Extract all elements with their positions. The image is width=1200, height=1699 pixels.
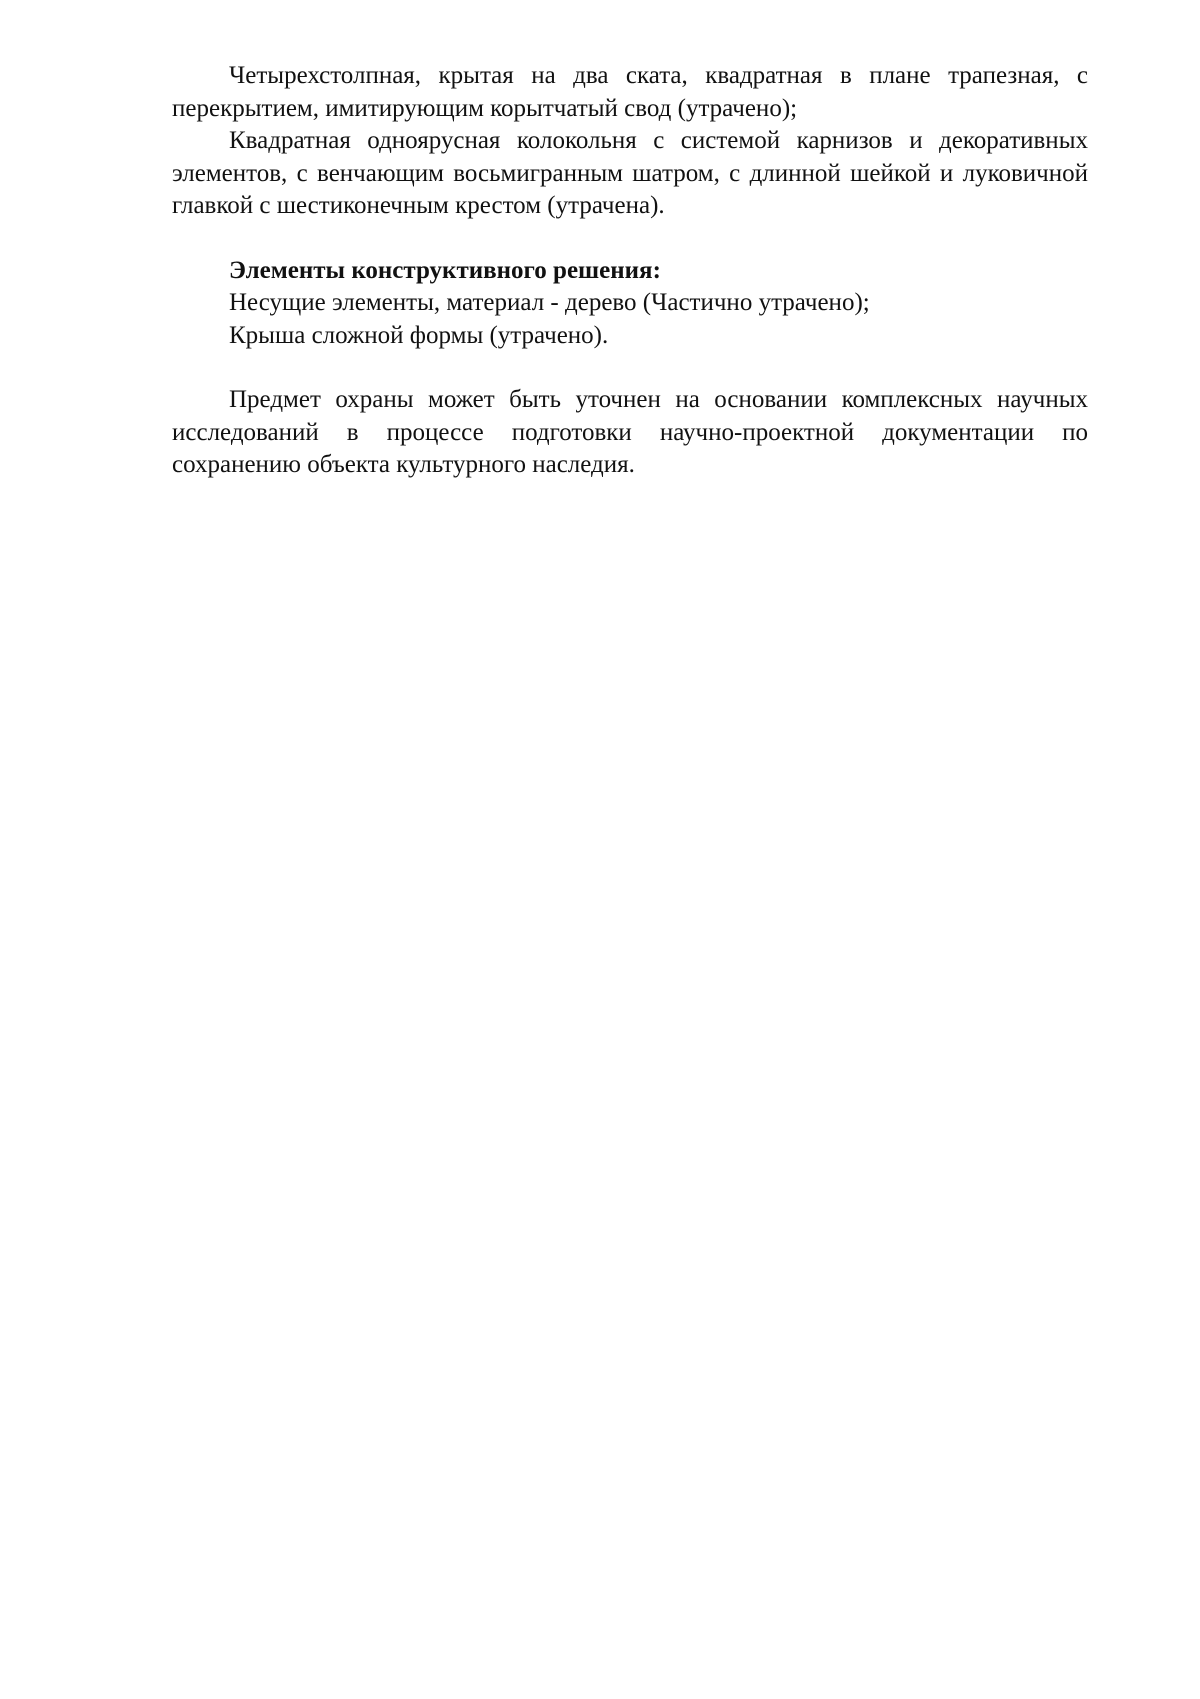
section-heading: Элементы конструктивного решения: bbox=[229, 256, 661, 284]
list-item: Несущие элементы, материал - дерево (Частично утрачено); bbox=[229, 289, 870, 316]
paragraph-refectory: Четырехстолпная, крытая на два ската, квадратная в плане трапезная, с перекрытием, имитирующим корытчатый свод (утрачено); bbox=[172, 62, 1088, 122]
spacer bbox=[172, 223, 1088, 255]
list-item: Крыша сложной формы (утрачено). bbox=[229, 321, 609, 349]
spacer bbox=[172, 352, 1088, 384]
paragraph-bell-tower: Квадратная одноярусная колокольня с системой карнизов и декоративных элементов, с венчающим восьмигранным шатром, с длинной шейкой и луковичной главкой с шестиконечным крестом (утрачена). bbox=[172, 127, 1088, 219]
paragraph-closing: Предмет охраны может быть уточнен на основании комплексных научных исследований в процессе подготовки научно-проектной документации по сохранению объекта культурного наследия. bbox=[172, 386, 1088, 478]
document-page bbox=[172, 60, 1088, 482]
